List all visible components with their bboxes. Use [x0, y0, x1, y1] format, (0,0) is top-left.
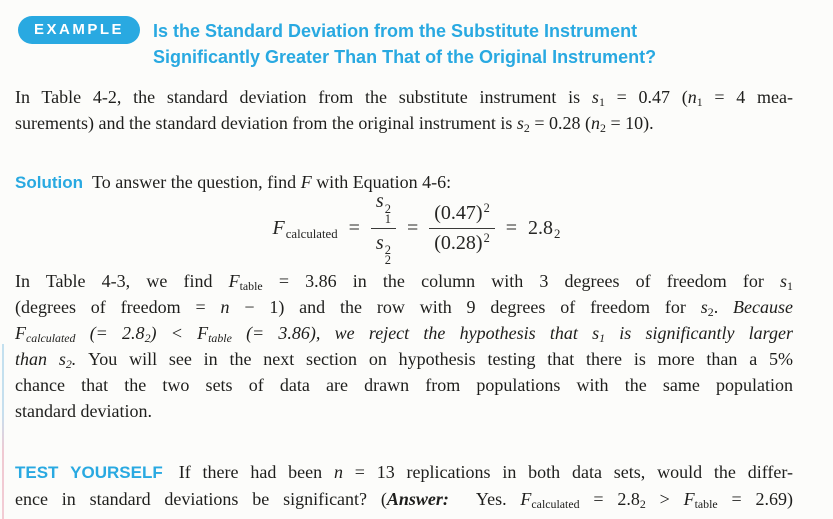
text-segment: 2 — [639, 497, 646, 512]
page-edge-scan-artifact — [2, 344, 4, 519]
text-segment: s — [516, 113, 524, 133]
text-segment: Answer: — [386, 489, 449, 509]
f-calculated-term — [273, 217, 338, 240]
result-value — [528, 217, 560, 240]
text-segment: In Table 4-2, the standard deviation from the substitute instrument is — [15, 87, 592, 107]
s1-sup-sub — [384, 201, 391, 226]
example-title-line-2: Significantly Greater Than That of the Original Instrument? — [153, 47, 657, 67]
text-line — [15, 346, 793, 372]
text-segment: calculated — [26, 331, 76, 346]
f-symbol: F — [272, 216, 285, 239]
example-title-line-1: Is the Standard Deviation from the Substitute Instrument — [153, 21, 638, 41]
index: 1 — [384, 212, 391, 226]
f-calculated-subscript: calculated — [285, 226, 338, 241]
text-segment: F — [228, 271, 240, 291]
text-segment: (= 3.86), we reject the hypothesis that — [231, 323, 593, 343]
text-line — [15, 459, 793, 486]
text-segment: . — [71, 349, 89, 369]
values-fraction — [429, 202, 495, 255]
text-segment: = 13 replications in both data sets, would the differ- — [342, 462, 793, 482]
text-segment: > — [645, 489, 684, 509]
s-squared-fraction — [371, 190, 396, 266]
text-segment: n — [220, 297, 230, 317]
text-segment: table — [208, 331, 232, 346]
text-segment: 2 — [600, 121, 606, 136]
text-segment: F — [300, 172, 312, 192]
s-symbol: s — [375, 190, 384, 213]
test-yourself-paragraph — [15, 459, 793, 512]
example-header — [18, 16, 656, 70]
text-segment: (degrees of freedom = — [15, 297, 221, 317]
discussion-paragraph — [15, 268, 793, 424]
s2-squared-denominator — [371, 229, 396, 266]
result-uncertain-digit: 2 — [554, 226, 561, 241]
text-segment: than — [15, 349, 59, 369]
text-segment: Solution — [15, 173, 83, 192]
text-segment: = 0.28 ( — [529, 113, 591, 133]
text-segment: Yes. — [448, 489, 521, 509]
solution-paragraph — [15, 169, 793, 196]
text-segment: s — [780, 271, 788, 291]
text-segment: TEST YOURSELF — [15, 463, 163, 482]
text-segment: To answer the question, find — [91, 172, 301, 192]
text-segment: chance that the two sets of data are drawn from populations with the same population — [15, 375, 793, 395]
text-line — [15, 84, 793, 110]
text-segment: = 3.86 in the column with 3 degrees of freedom for — [262, 271, 781, 291]
text-segment: s — [592, 323, 600, 343]
text-segment: = 2.8 — [579, 489, 640, 509]
exponent: 2 — [384, 242, 391, 257]
text-segment: = 4 mea- — [702, 87, 794, 107]
text-line — [15, 320, 793, 346]
equals-sign: = — [406, 216, 419, 239]
value-denominator — [429, 229, 495, 255]
text-segment: 1 — [787, 279, 793, 294]
text-line — [15, 169, 793, 196]
text-segment: standard deviation. — [15, 401, 152, 421]
text-segment: = 2.69) — [717, 489, 793, 509]
text-segment: 2 — [144, 331, 151, 346]
text-segment: 1 — [696, 95, 703, 110]
numerator-value: (0.47) — [434, 201, 483, 224]
text-segment: You will see in the next section on hypothesis testing that there is more than a 5% — [88, 349, 794, 369]
text-segment: In Table 4-3, we find — [15, 271, 229, 291]
text-segment: s — [58, 349, 66, 369]
text-segment: 1 — [599, 331, 606, 346]
equals-sign: = — [505, 216, 518, 239]
text-segment: 1 — [598, 95, 605, 110]
intro-paragraph — [15, 84, 793, 136]
text-line — [15, 110, 793, 136]
text-segment: table — [239, 279, 263, 294]
exponent: 2 — [483, 200, 490, 215]
text-line — [15, 486, 793, 512]
text-segment: 2 — [65, 357, 72, 372]
s1-squared-numerator — [371, 190, 396, 228]
text-segment: − 1) and the row with 9 degrees of freedom for — [229, 297, 701, 317]
text-segment: 2 — [523, 121, 530, 136]
text-segment: F — [520, 489, 532, 509]
s2-sup-sub — [384, 242, 391, 268]
text-segment: ) < — [150, 323, 198, 343]
text-segment: n — [687, 87, 697, 107]
text-segment: (= 2.8 — [75, 323, 145, 343]
text-line — [15, 398, 793, 424]
exponent: 2 — [483, 230, 490, 245]
text-segment: n — [333, 462, 343, 482]
text-segment: s — [591, 87, 599, 107]
text-segment: . — [713, 297, 734, 317]
equation-4-6 — [0, 190, 833, 268]
text-segment: s — [700, 297, 708, 317]
equals-sign: = — [348, 216, 360, 239]
result-number: 2.8 — [528, 216, 554, 239]
text-segment: Because — [733, 297, 794, 317]
text-segment: F — [683, 489, 695, 509]
example-badge: EXAMPLE — [18, 16, 140, 44]
text-segment: n — [591, 113, 600, 133]
text-segment: = 0.47 ( — [604, 87, 688, 107]
text-line — [15, 294, 793, 320]
text-line — [15, 372, 793, 398]
s-symbol: s — [375, 231, 384, 254]
text-segment: F — [15, 323, 26, 343]
denominator-value: (0.28) — [434, 231, 483, 254]
text-segment: ence in standard deviations be significant? ( — [15, 489, 387, 509]
text-segment: with Equation 4-6: — [311, 172, 452, 192]
text-segment: = 10). — [605, 113, 654, 133]
text-segment: F — [197, 323, 209, 343]
text-segment: is significantly larger — [605, 323, 794, 343]
text-line — [15, 268, 793, 294]
text-segment: surements) and the standard deviation from the original instrument is — [15, 113, 517, 133]
text-segment: If there had been — [178, 462, 334, 482]
text-segment: calculated — [531, 497, 580, 512]
text-segment: table — [694, 497, 718, 512]
example-title — [153, 18, 656, 70]
exponent: 2 — [384, 201, 391, 216]
index: 2 — [384, 253, 391, 268]
value-numerator — [429, 202, 495, 229]
text-segment: 2 — [707, 305, 714, 320]
